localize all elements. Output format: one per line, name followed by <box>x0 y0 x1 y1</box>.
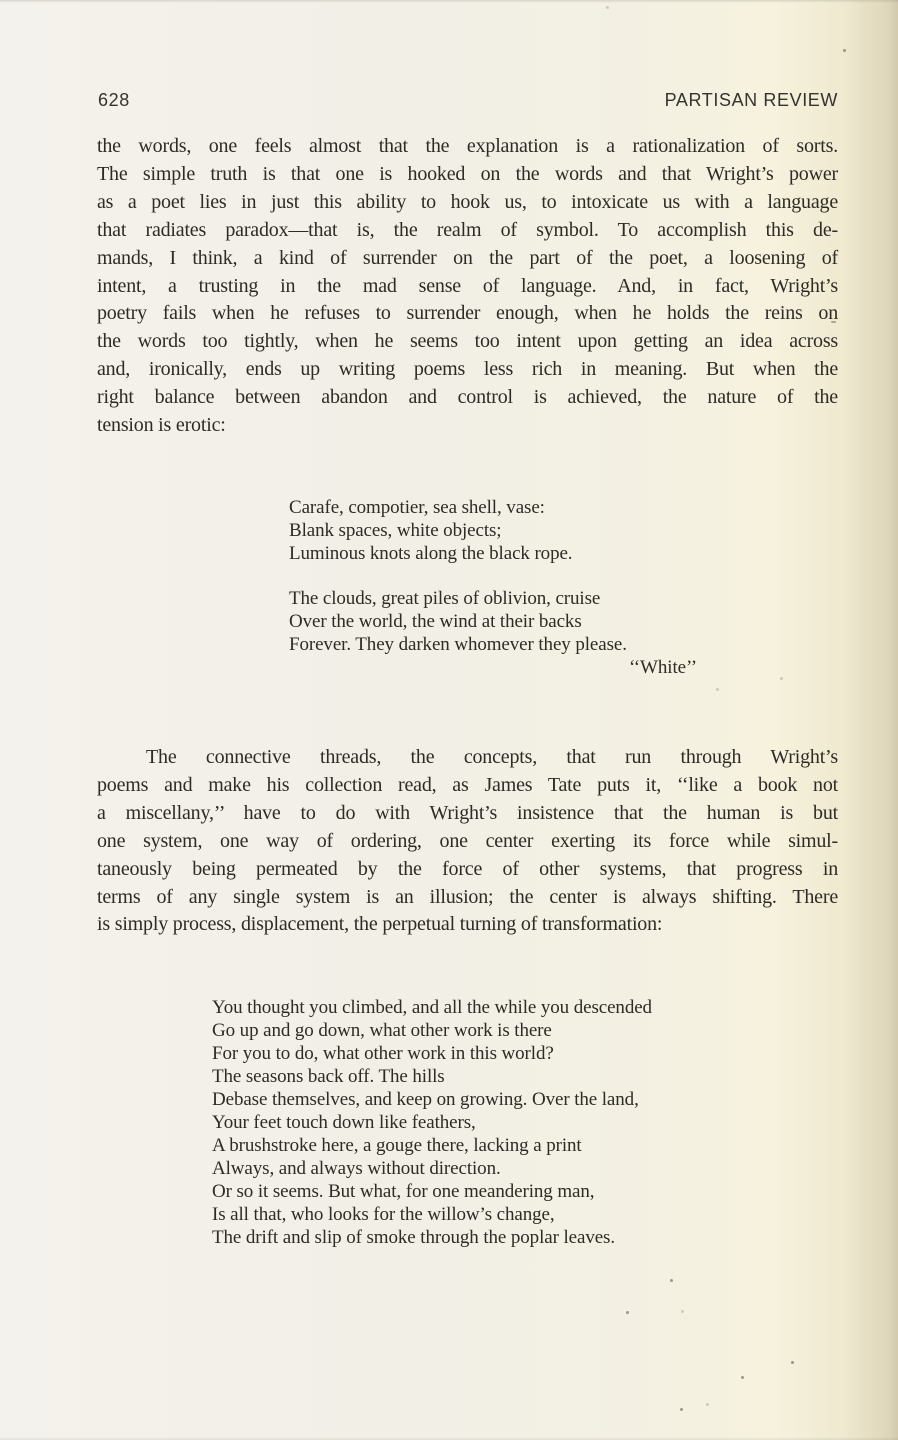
journal-title: PARTISAN REVIEW <box>664 90 838 110</box>
poem-line: The drift and slip of smoke through the poplar leaves. <box>212 1227 615 1248</box>
paragraph-line: poems and make his collection read, as James Tate puts it, ‘‘like a book not <box>97 773 838 796</box>
poem-stanza <box>289 497 709 565</box>
scan-speck <box>626 1311 629 1314</box>
paragraph-line: is simply process, displacement, the perpetual turning of transformation: <box>97 913 663 936</box>
paragraph-line: intent, a trusting in the mad sense of language. And, in fact, Wright’s <box>97 274 838 297</box>
poem-line: For you to do, what other work in this world? <box>212 1043 554 1064</box>
poem-line: Your feet touch down like feathers, <box>212 1112 476 1133</box>
poem-quote-white <box>289 497 709 680</box>
paragraph-line: that radiates paradox—that is, the realm of symbol. To accomplish this de- <box>97 218 838 241</box>
poem-line: Carafe, compotier, sea shell, vase: <box>289 497 545 518</box>
scan-speck <box>606 6 609 9</box>
paragraph-line: the words too tightly, when he seems too intent upon getting an idea across <box>97 330 838 353</box>
paragraph-line: as a poet lies in just this ability to hook us, to intoxicate us with a language <box>97 190 838 213</box>
poem-line: You thought you climbed, and all the while you descended <box>212 997 652 1018</box>
paragraph-line: The connective threads, the concepts, that run through Wright’s <box>146 746 838 768</box>
scan-speck <box>831 321 836 323</box>
poem-line: A brushstroke here, a gouge there, lacking a print <box>212 1135 582 1156</box>
poem-line: Is all that, who looks for the willow’s change, <box>212 1204 555 1225</box>
paragraph-line: a miscellany,’’ have to do with Wright’s insistence that the human is but <box>97 801 838 824</box>
scan-speck <box>706 1403 709 1406</box>
running-head <box>98 90 838 112</box>
paragraph-1 <box>97 133 838 440</box>
paragraph-line: taneously being permeated by the force of other systems, that progress in <box>97 857 838 880</box>
poem-line: Go up and go down, what other work is there <box>212 1020 552 1041</box>
paragraph-line: the words, one feels almost that the explanation is a rationalization of sorts. <box>97 135 838 157</box>
paragraph-line: mands, I think, a kind of surrender on the part of the poet, a loosening of <box>97 246 838 269</box>
scan-speck <box>780 677 783 680</box>
poem-line: Over the world, the wind at their backs <box>289 611 582 633</box>
paragraph-line: poetry fails when he refuses to surrender enough, when he holds the reins on <box>97 302 838 325</box>
poem-attribution: ‘‘White’’ <box>628 656 697 678</box>
poem-quote-climbed <box>212 996 792 1249</box>
poem-line: The seasons back off. The hills <box>212 1066 445 1087</box>
scan-speck <box>680 1408 683 1411</box>
page-number: 628 <box>98 90 130 110</box>
paragraph-line: The simple truth is that one is hooked on the words and that Wright’s power <box>97 162 838 185</box>
poem-line: Always, and always without direction. <box>212 1158 501 1179</box>
scan-speck <box>716 688 719 691</box>
scan-speck <box>741 1376 744 1379</box>
scan-speck <box>843 49 846 52</box>
poem-stanza <box>289 588 709 656</box>
paragraph-line: right balance between abandon and control is achieved, the nature of the <box>97 386 838 409</box>
poem-line: Or so it seems. But what, for one meandering man, <box>212 1181 595 1202</box>
paragraph-line: tension is erotic: <box>97 414 226 437</box>
scan-speck <box>791 1361 794 1364</box>
paragraph-line: and, ironically, ends up writing poems less rich in meaning. But when the <box>97 358 838 381</box>
poem-line: Debase themselves, and keep on growing. Over the land, <box>212 1089 639 1110</box>
paragraph-2 <box>97 744 838 939</box>
poem-line: Forever. They darken whomever they please. <box>289 633 627 655</box>
page-edge-top <box>0 0 898 3</box>
scan-speck <box>681 1310 684 1313</box>
paragraph-line: terms of any single system is an illusion; the center is always shifting. There <box>97 885 838 908</box>
poem-line: The clouds, great piles of oblivion, cruise <box>289 588 601 610</box>
scan-speck <box>670 1279 673 1282</box>
poem-line: Luminous knots along the black rope. <box>289 542 573 564</box>
poem-line: Blank spaces, white objects; <box>289 519 502 541</box>
paragraph-line: one system, one way of ordering, one center exerting its force while simul- <box>97 829 838 852</box>
